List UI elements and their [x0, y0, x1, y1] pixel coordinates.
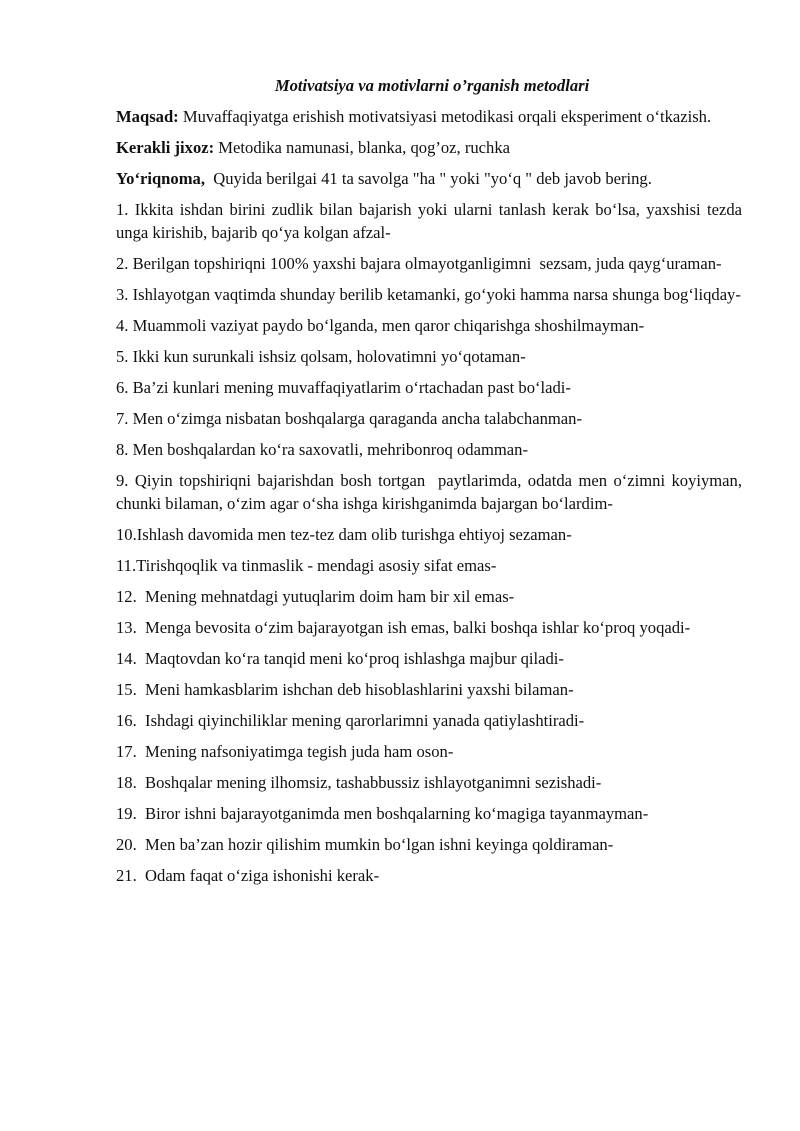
- question-item: 12. Mening mehnatdagi yutuqlarim doim ham bir xil emas-: [116, 587, 515, 606]
- question-item: 4. Muammoli vaziyat paydo bo‘lganda, men qaror chiqarishga shoshilmayman-: [116, 316, 645, 335]
- question-item: 21. Odam faqat o‘ziga ishonishi kerak-: [116, 866, 380, 885]
- aim-text: Muvaffaqiyatga erishish motivatsiyasi metodikasi orqali eksperiment o‘tkazish.: [178, 107, 712, 126]
- question-item: 1. Ikkita ishdan birini zudlik bilan bajarish yoki ularni tanlash kerak bo‘lsa, yaxshisi tezda unga kirishib, bajarib qo‘ya kolgan afzal-: [116, 200, 742, 242]
- question-item: 15. Meni hamkasblarim ishchan deb hisoblashlarini yaxshi bilaman-: [116, 680, 574, 699]
- document-page: [116, 74, 747, 895]
- question-item: 18. Boshqalar mening ilhomsiz, tashabbussiz ishlayotganimni sezishadi-: [116, 773, 602, 792]
- question-item: 13. Menga bevosita o‘zim bajarayotgan ish emas, balki boshqa ishlar ko‘proq yoqadi-: [116, 618, 691, 637]
- document-title: Motivatsiya va motivlarni o’rganish metodlari: [274, 76, 590, 95]
- question-item: 11.Tirishqoqlik va tinmaslik - mendagi asosiy sifat emas-: [116, 556, 497, 575]
- question-item: 3. Ishlayotgan vaqtimda shunday berilib ketamanki, go‘yoki hamma narsa shunga bog‘liqday-: [116, 285, 741, 304]
- question-item: 5. Ikki kun surunkali ishsiz qolsam, holovatimni yo‘qotaman-: [116, 347, 526, 366]
- question-item: 19. Biror ishni bajarayotganimda men boshqalarning ko‘magiga tayanmayman-: [116, 804, 649, 823]
- question-item: 16. Ishdagi qiyinchiliklar mening qarorlarimni yanada qatiylashtiradi-: [116, 711, 585, 730]
- aim-paragraph: [116, 105, 742, 128]
- question-list: [116, 198, 747, 887]
- question-item: 6. Ba’zi kunlari mening muvaffaqiyatlarim o‘rtachadan past bo‘ladi-: [116, 378, 571, 397]
- question-item: 20. Men ba’zan hozir qilishim mumkin bo‘lgan ishni keyinga qoldiraman-: [116, 835, 614, 854]
- question-item: 17. Mening nafsoniyatimga tegish juda ham oson-: [116, 742, 454, 761]
- question-item: 8. Men boshqalardan ko‘ra saxovatli, mehribonroq odamman-: [116, 440, 528, 459]
- aim-label: Maqsad:: [116, 107, 179, 126]
- equipment-paragraph: [116, 136, 742, 159]
- question-item: 10.Ishlash davomida men tez-tez dam olib turishga ehtiyoj sezaman-: [116, 525, 572, 544]
- equipment-text: Metodika namunasi, blanka, qog’oz, ruchka: [214, 138, 510, 157]
- equipment-label: Kerakli jixoz:: [116, 138, 215, 157]
- question-item: 2. Berilgan topshiriqni 100% yaxshi bajara olmayotganligimni sezsam, juda qayg‘uraman-: [116, 254, 722, 273]
- instruction-label: Yo‘riqnoma,: [116, 169, 205, 188]
- instruction-paragraph: [116, 167, 742, 190]
- instruction-text: Quyida berilgai 41 ta savolga "ha " yoki "yo‘q " deb javob bering.: [204, 169, 652, 188]
- question-item: 7. Men o‘zimga nisbatan boshqalarga qaraganda ancha talabchanman-: [116, 409, 582, 428]
- question-item: 9. Qiyin topshiriqni bajarishdan bosh tortgan paytlarimda, odatda men o‘zimni koyiyman, chunki bilaman, o‘zim agar o‘sha ishga kirishganimda bajargan bo‘lardim-: [116, 471, 747, 513]
- question-item: 14. Maqtovdan ko‘ra tanqid meni ko‘proq ishlashga majbur qiladi-: [116, 649, 564, 668]
